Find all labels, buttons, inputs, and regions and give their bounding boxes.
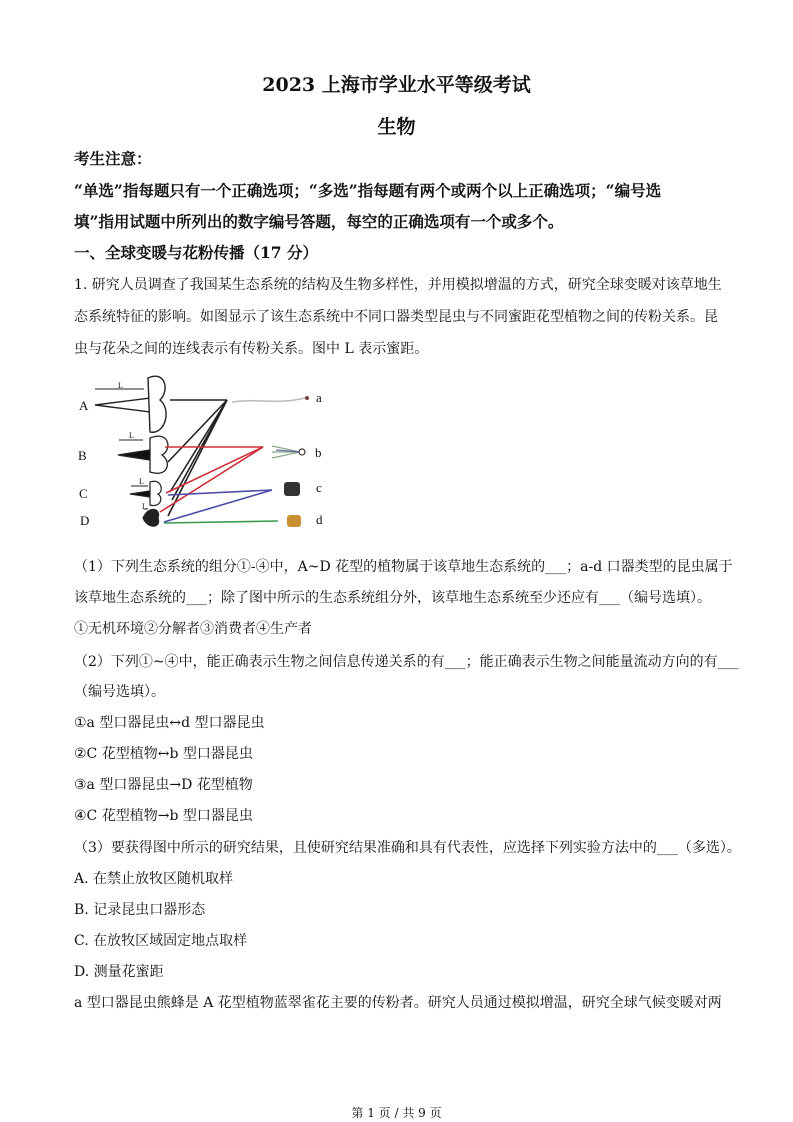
flower-label-d: D	[80, 513, 90, 528]
flower-d-shape	[143, 509, 159, 526]
flower-b-shape	[118, 436, 168, 473]
svg-text:L: L	[129, 431, 134, 440]
option-line: ①a 型口器昆虫↔d 型口器昆虫	[74, 715, 265, 731]
pollination-lines	[160, 400, 278, 523]
notice-line: 填”指用试题中所列出的数字编号答题，每空的正确选项有一个或多个。	[74, 212, 564, 231]
flower-label-b: B	[78, 448, 87, 463]
notice-line: “单选”指每题只有一个正确选项；“多选”指每题有两个或两个以上正确选项；“编号选	[74, 181, 662, 200]
flower-a-shape	[95, 376, 166, 432]
question-line: （2）下列①~④中，能正确表示生物之间信息传递关系的有___；能正确表示生物之间能量流动方向的有___	[74, 654, 739, 670]
option-line: C. 在放牧区域固定地点取样	[74, 933, 248, 949]
insect-a-shape	[232, 396, 309, 402]
svg-text:L: L	[118, 381, 123, 390]
svg-text:L: L	[139, 477, 144, 486]
insect-label-c: c	[316, 480, 322, 495]
exam-title: 2023 上海市学业水平等级考试	[262, 74, 531, 96]
option-line: ④C 花型植物→b 型口器昆虫	[74, 808, 253, 824]
question-line: （编号选填）。	[74, 684, 165, 700]
pollination-figure	[0, 0, 793, 560]
flower-label-a: A	[79, 398, 89, 413]
intro-line: 1. 研究人员调查了我国某生态系统的结构及生物多样性，并用模拟增温的方式，研究全球变暖对该草地生	[74, 277, 722, 293]
option-line: D. 测量花蜜距	[74, 964, 164, 980]
insect-label-d: d	[316, 512, 323, 527]
insect-label-a: a	[316, 390, 322, 405]
question-line: （1）下列生态系统的组分①-④中，A~D 花型的植物属于该草地生态系统的___；a-d 口器类型的昆虫属于	[74, 559, 733, 575]
option-line: ③a 型口器昆虫→D 花型植物	[74, 777, 253, 793]
intro-line: 虫与花朵之间的连线表示有传粉关系。图中 L 表示蜜距。	[74, 341, 429, 357]
question-line: 该草地生态系统的___；除了图中所示的生态系统组分外，该草地生态系统至少还应有___（编号选填）。	[74, 590, 711, 606]
option-line: B. 记录昆虫口器形态	[74, 902, 206, 918]
page-footer: 第 1 页 / 共 9 页	[351, 1106, 442, 1120]
option-line: ②C 花型植物↔b 型口器昆虫	[74, 746, 253, 762]
flower-label-c: C	[79, 486, 88, 501]
question-line: a 型口器昆虫熊蜂是 A 花型植物蓝翠雀花主要的传粉者。研究人员通过模拟增温，研究全球气候变暖对两	[74, 995, 722, 1011]
insect-c-shape	[284, 482, 300, 496]
svg-text:L: L	[142, 502, 147, 511]
notice-heading: 考生注意：	[74, 149, 152, 168]
insect-label-b: b	[315, 445, 322, 460]
question-line: ①无机环境②分解者③消费者④生产者	[74, 621, 312, 637]
insect-d-shape	[287, 515, 301, 527]
section-title: 一、全球变暖与花粉传播（17 分）	[74, 243, 318, 262]
option-line: A. 在禁止放牧区随机取样	[74, 871, 234, 887]
insect-b-shape	[272, 446, 305, 458]
intro-line: 态系统特征的影响。如图显示了该生态系统中不同口器类型昆虫与不同蜜距花型植物之间的传粉关系。昆	[74, 309, 718, 325]
question-line: （3）要获得图中所示的研究结果，且使研究结果准确和具有代表性，应选择下列实验方法中的___（多选）。	[74, 840, 741, 856]
subject-title: 生物	[377, 116, 416, 138]
